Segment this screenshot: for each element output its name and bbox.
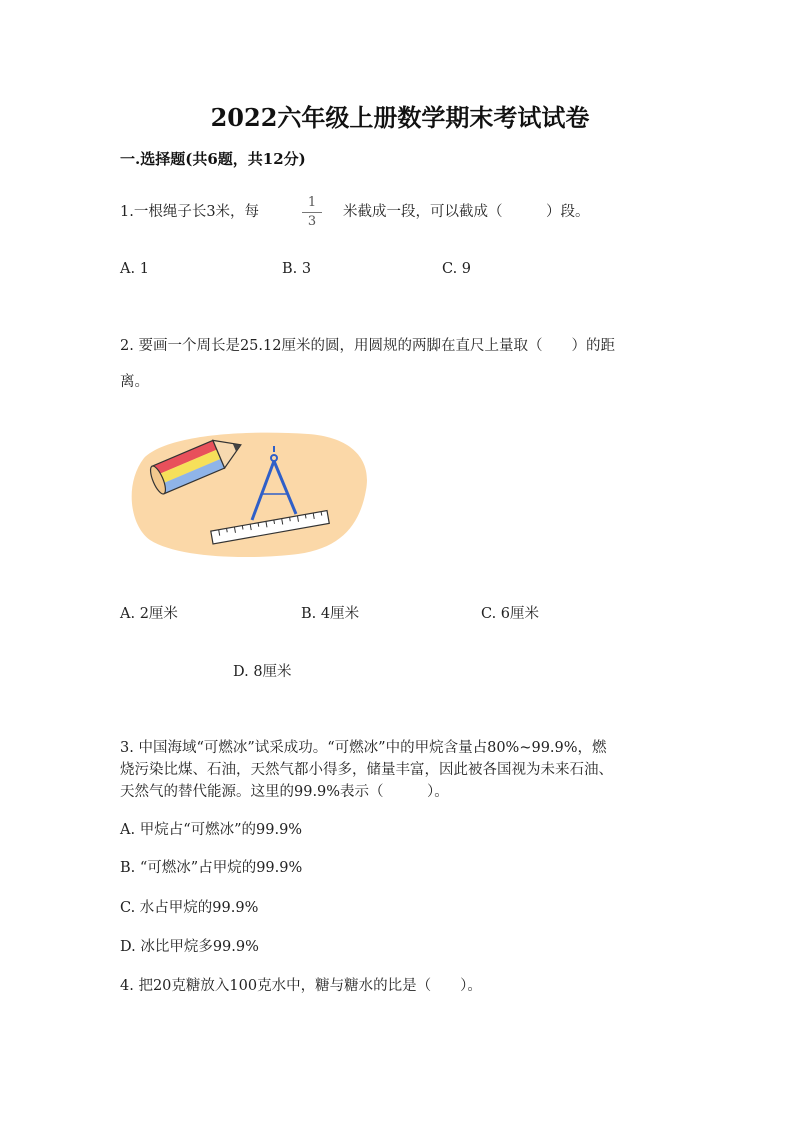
q3-option-c: C. 水占甲烷的99.9% (120, 900, 259, 916)
q3-option-b: B. “可燃冰”占甲烷的99.9% (120, 860, 303, 876)
q1-stem-part2: 米截成一段，可以截成（ ）段。 (343, 204, 590, 220)
q2-stem-line2: 离。 (120, 374, 149, 390)
q4-stem: 4. 把20克糖放入100克水中，糖与糖水的比是（ ）。 (120, 978, 482, 994)
q2-option-c: C. 6厘米 (481, 606, 540, 622)
q2-stem-line1: 2. 要画一个周长是25.12厘米的圆，用圆规的两脚在直尺上量取（ ）的距 (120, 338, 615, 354)
q2-option-b: B. 4厘米 (301, 606, 360, 622)
q3-stem-line3: 天然气的替代能源。这里的99.9%表示（ ）。 (120, 784, 449, 800)
illustration-background-blob (132, 433, 367, 557)
q2-option-d: D. 8厘米 (233, 664, 292, 680)
q1-option-a: A. 1 (120, 261, 149, 277)
fraction-bar (302, 212, 322, 213)
q3-option-a: A. 甲烷占“可燃冰”的99.9% (120, 822, 303, 838)
compass-ruler-illustration (128, 428, 372, 558)
fraction-numerator: 1 (307, 195, 317, 210)
q3-option-d: D. 冰比甲烷多99.9% (120, 939, 259, 955)
q1-option-b: B. 3 (282, 261, 312, 277)
illustration-svg (128, 428, 372, 558)
q3-stem-line1: 3. 中国海域“可燃冰”试采成功。“可燃冰”中的甲烷含量占80%~99.9%，燃 (120, 740, 607, 756)
q3-stem-line2: 烧污染比煤、石油，天然气都小得多，储量丰富，因此被各国视为未来石油、 (120, 762, 613, 778)
q2-option-a: A. 2厘米 (120, 606, 178, 622)
page-title: 2022六年级上册数学期末考试试卷 (210, 103, 590, 132)
q1-option-c: C. 9 (442, 261, 472, 277)
q1-stem-part1: 1.一根绳子长3米，每 (120, 204, 260, 220)
q1-fraction (301, 196, 323, 229)
fraction-denominator: 3 (307, 214, 317, 229)
section-heading: 一.选择题(共6题，共12分) (120, 150, 306, 168)
